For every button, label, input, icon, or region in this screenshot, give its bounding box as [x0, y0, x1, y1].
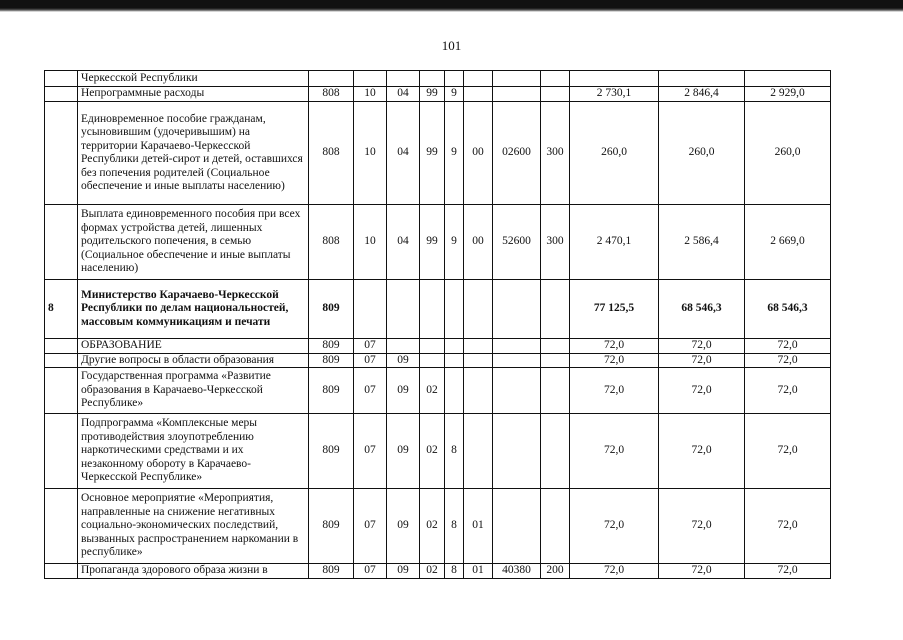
cell-number: [45, 71, 78, 87]
cell-subprogram-code: [445, 353, 464, 368]
cell-description: Подпрограмма «Комплексные меры противодействия злоупотреблению наркотическими средствами и их незаконному обороту в Карачаево-Черкесской Республике»: [78, 414, 309, 489]
cell-expense-type-code: 300: [541, 102, 570, 205]
cell-ministry-code: [309, 71, 354, 87]
cell-amount-year2: 2 846,4: [659, 87, 745, 102]
cell-subsection-code: 04: [387, 205, 420, 280]
cell-section-code: [354, 280, 387, 339]
cell-subprogram-code: [445, 71, 464, 87]
cell-subsection-code: [387, 280, 420, 339]
cell-subsection-code: 04: [387, 87, 420, 102]
cell-expense-type-code: [541, 71, 570, 87]
cell-expense-type-code: [541, 489, 570, 564]
cell-amount-year1: 260,0: [570, 102, 659, 205]
cell-amount-year1: 2 730,1: [570, 87, 659, 102]
cell-amount-year2: 68 546,3: [659, 280, 745, 339]
cell-direction-code: 52600: [493, 205, 541, 280]
cell-description: Пропаганда здорового образа жизни в: [78, 564, 309, 579]
cell-section-code: 07: [354, 564, 387, 579]
row-subprogram-narcotics: [45, 414, 831, 489]
cell-event-code: [464, 414, 493, 489]
cell-ministry-code: 809: [309, 368, 354, 414]
cell-event-code: 01: [464, 564, 493, 579]
cell-amount-year2: 72,0: [659, 368, 745, 414]
row-nonprogram: [45, 87, 831, 102]
cell-direction-code: [493, 368, 541, 414]
cell-amount-year3: 2 929,0: [745, 87, 831, 102]
cell-expense-type-code: [541, 339, 570, 354]
cell-subprogram-code: 9: [445, 205, 464, 280]
row-ministry-8: [45, 280, 831, 339]
cell-amount-year1: 2 470,1: [570, 205, 659, 280]
cell-amount-year1: 72,0: [570, 368, 659, 414]
cell-program-code: 02: [420, 564, 445, 579]
cell-amount-year3: 68 546,3: [745, 280, 831, 339]
cell-section-code: 07: [354, 339, 387, 354]
cell-event-code: 00: [464, 205, 493, 280]
cell-description: Основное мероприятие «Мероприятия, направленные на снижение негативных социально-экономических последствий, вызванных распространением наркомании в республике»: [78, 489, 309, 564]
cell-ministry-code: 809: [309, 489, 354, 564]
cell-amount-year3: 72,0: [745, 368, 831, 414]
cell-section-code: [354, 71, 387, 87]
row-main-event: [45, 489, 831, 564]
cell-subprogram-code: 8: [445, 564, 464, 579]
cell-event-code: [464, 368, 493, 414]
cell-event-code: [464, 87, 493, 102]
cell-ministry-code: 809: [309, 339, 354, 354]
cell-ministry-code: 809: [309, 280, 354, 339]
cell-direction-code: [493, 71, 541, 87]
cell-direction-code: [493, 339, 541, 354]
cell-number: [45, 564, 78, 579]
cell-section-code: 10: [354, 87, 387, 102]
cell-expense-type-code: [541, 353, 570, 368]
cell-subsection-code: 04: [387, 102, 420, 205]
cell-description: Министерство Карачаево-Черкесской Республики по делам национальностей, массовым коммуникациям и печати: [78, 280, 309, 339]
cell-program-code: 02: [420, 489, 445, 564]
cell-section-code: 07: [354, 368, 387, 414]
cell-ministry-code: 808: [309, 205, 354, 280]
cell-direction-code: [493, 280, 541, 339]
cell-event-code: [464, 71, 493, 87]
cell-amount-year1: 72,0: [570, 353, 659, 368]
cell-amount-year3: 72,0: [745, 339, 831, 354]
cell-subprogram-code: 9: [445, 102, 464, 205]
row-allowance-adoption: [45, 102, 831, 205]
cell-amount-year3: 72,0: [745, 353, 831, 368]
cell-amount-year3: 2 669,0: [745, 205, 831, 280]
cell-direction-code: [493, 489, 541, 564]
cell-direction-code: 40380: [493, 564, 541, 579]
cell-amount-year2: 72,0: [659, 489, 745, 564]
cell-ministry-code: 809: [309, 414, 354, 489]
cell-amount-year3: [745, 71, 831, 87]
cell-expense-type-code: 200: [541, 564, 570, 579]
cell-program-code: 99: [420, 205, 445, 280]
cell-program-code: [420, 353, 445, 368]
row-payment-guardianship: [45, 205, 831, 280]
row-state-program: [45, 368, 831, 414]
cell-event-code: [464, 280, 493, 339]
cell-number: [45, 87, 78, 102]
cell-amount-year3: 72,0: [745, 414, 831, 489]
cell-subprogram-code: 8: [445, 489, 464, 564]
cell-description: Непрограммные расходы: [78, 87, 309, 102]
cell-amount-year1: 77 125,5: [570, 280, 659, 339]
cell-description: ОБРАЗОВАНИЕ: [78, 339, 309, 354]
cell-number: [45, 353, 78, 368]
cell-amount-year1: 72,0: [570, 414, 659, 489]
cell-number: 8: [45, 280, 78, 339]
cell-number: [45, 368, 78, 414]
cell-section-code: 07: [354, 489, 387, 564]
cell-event-code: 01: [464, 489, 493, 564]
cell-program-code: 99: [420, 87, 445, 102]
cell-amount-year2: 72,0: [659, 353, 745, 368]
cell-event-code: [464, 339, 493, 354]
cell-section-code: 10: [354, 205, 387, 280]
cell-subsection-code: 09: [387, 368, 420, 414]
cell-amount-year1: 72,0: [570, 489, 659, 564]
cell-program-code: 02: [420, 414, 445, 489]
cell-description: Другие вопросы в области образования: [78, 353, 309, 368]
cell-subsection-code: 09: [387, 414, 420, 489]
cell-amount-year2: 72,0: [659, 339, 745, 354]
cell-number: [45, 339, 78, 354]
cell-ministry-code: 808: [309, 87, 354, 102]
cell-program-code: [420, 339, 445, 354]
row-education: [45, 339, 831, 354]
cell-direction-code: 02600: [493, 102, 541, 205]
cell-description: Государственная программа «Развитие образования в Карачаево-Черкесской Республике»: [78, 368, 309, 414]
cell-program-code: [420, 280, 445, 339]
row-continuation: [45, 71, 831, 87]
cell-subprogram-code: 8: [445, 414, 464, 489]
cell-subprogram-code: 9: [445, 87, 464, 102]
scan-top-edge: [0, 0, 903, 12]
cell-section-code: 10: [354, 102, 387, 205]
row-other-education: [45, 353, 831, 368]
cell-event-code: [464, 353, 493, 368]
cell-amount-year2: 2 586,4: [659, 205, 745, 280]
cell-amount-year2: 72,0: [659, 414, 745, 489]
cell-subsection-code: [387, 71, 420, 87]
cell-subsection-code: 09: [387, 564, 420, 579]
cell-expense-type-code: [541, 280, 570, 339]
cell-program-code: 99: [420, 102, 445, 205]
cell-subprogram-code: [445, 368, 464, 414]
cell-section-code: 07: [354, 414, 387, 489]
cell-subsection-code: 09: [387, 489, 420, 564]
cell-event-code: 00: [464, 102, 493, 205]
cell-program-code: 02: [420, 368, 445, 414]
cell-ministry-code: 809: [309, 564, 354, 579]
cell-amount-year1: 72,0: [570, 339, 659, 354]
cell-amount-year2: [659, 71, 745, 87]
cell-subprogram-code: [445, 339, 464, 354]
cell-amount-year3: 72,0: [745, 564, 831, 579]
cell-description: Выплата единовременного пособия при всех формах устройства детей, лишенных родительского попечения, в семью (Социальное обеспечение и иные выплаты населению): [78, 205, 309, 280]
cell-expense-type-code: [541, 368, 570, 414]
cell-amount-year1: [570, 71, 659, 87]
cell-amount-year2: 72,0: [659, 564, 745, 579]
cell-description: Черкесской Республики: [78, 71, 309, 87]
cell-section-code: 07: [354, 353, 387, 368]
cell-subprogram-code: [445, 280, 464, 339]
cell-direction-code: [493, 414, 541, 489]
cell-ministry-code: 808: [309, 102, 354, 205]
cell-number: [45, 414, 78, 489]
cell-subsection-code: 09: [387, 353, 420, 368]
cell-amount-year3: 72,0: [745, 489, 831, 564]
cell-number: [45, 102, 78, 205]
cell-subsection-code: [387, 339, 420, 354]
cell-direction-code: [493, 353, 541, 368]
row-healthy-lifestyle: [45, 564, 831, 579]
cell-amount-year3: 260,0: [745, 102, 831, 205]
cell-expense-type-code: [541, 87, 570, 102]
cell-description: Единовременное пособие гражданам, усыновившим (удочеривышим) на территории Карачаево-Черкесской Республики детей-сирот и детей, оставшихся без попечения родителей (Социальное обеспечение и иные выплаты населению): [78, 102, 309, 205]
cell-expense-type-code: 300: [541, 205, 570, 280]
cell-program-code: [420, 71, 445, 87]
cell-number: [45, 205, 78, 280]
cell-number: [45, 489, 78, 564]
cell-amount-year1: 72,0: [570, 564, 659, 579]
budget-table: [44, 70, 831, 579]
cell-ministry-code: 809: [309, 353, 354, 368]
cell-expense-type-code: [541, 414, 570, 489]
cell-direction-code: [493, 87, 541, 102]
page-number: 101: [441, 38, 462, 53]
cell-amount-year2: 260,0: [659, 102, 745, 205]
